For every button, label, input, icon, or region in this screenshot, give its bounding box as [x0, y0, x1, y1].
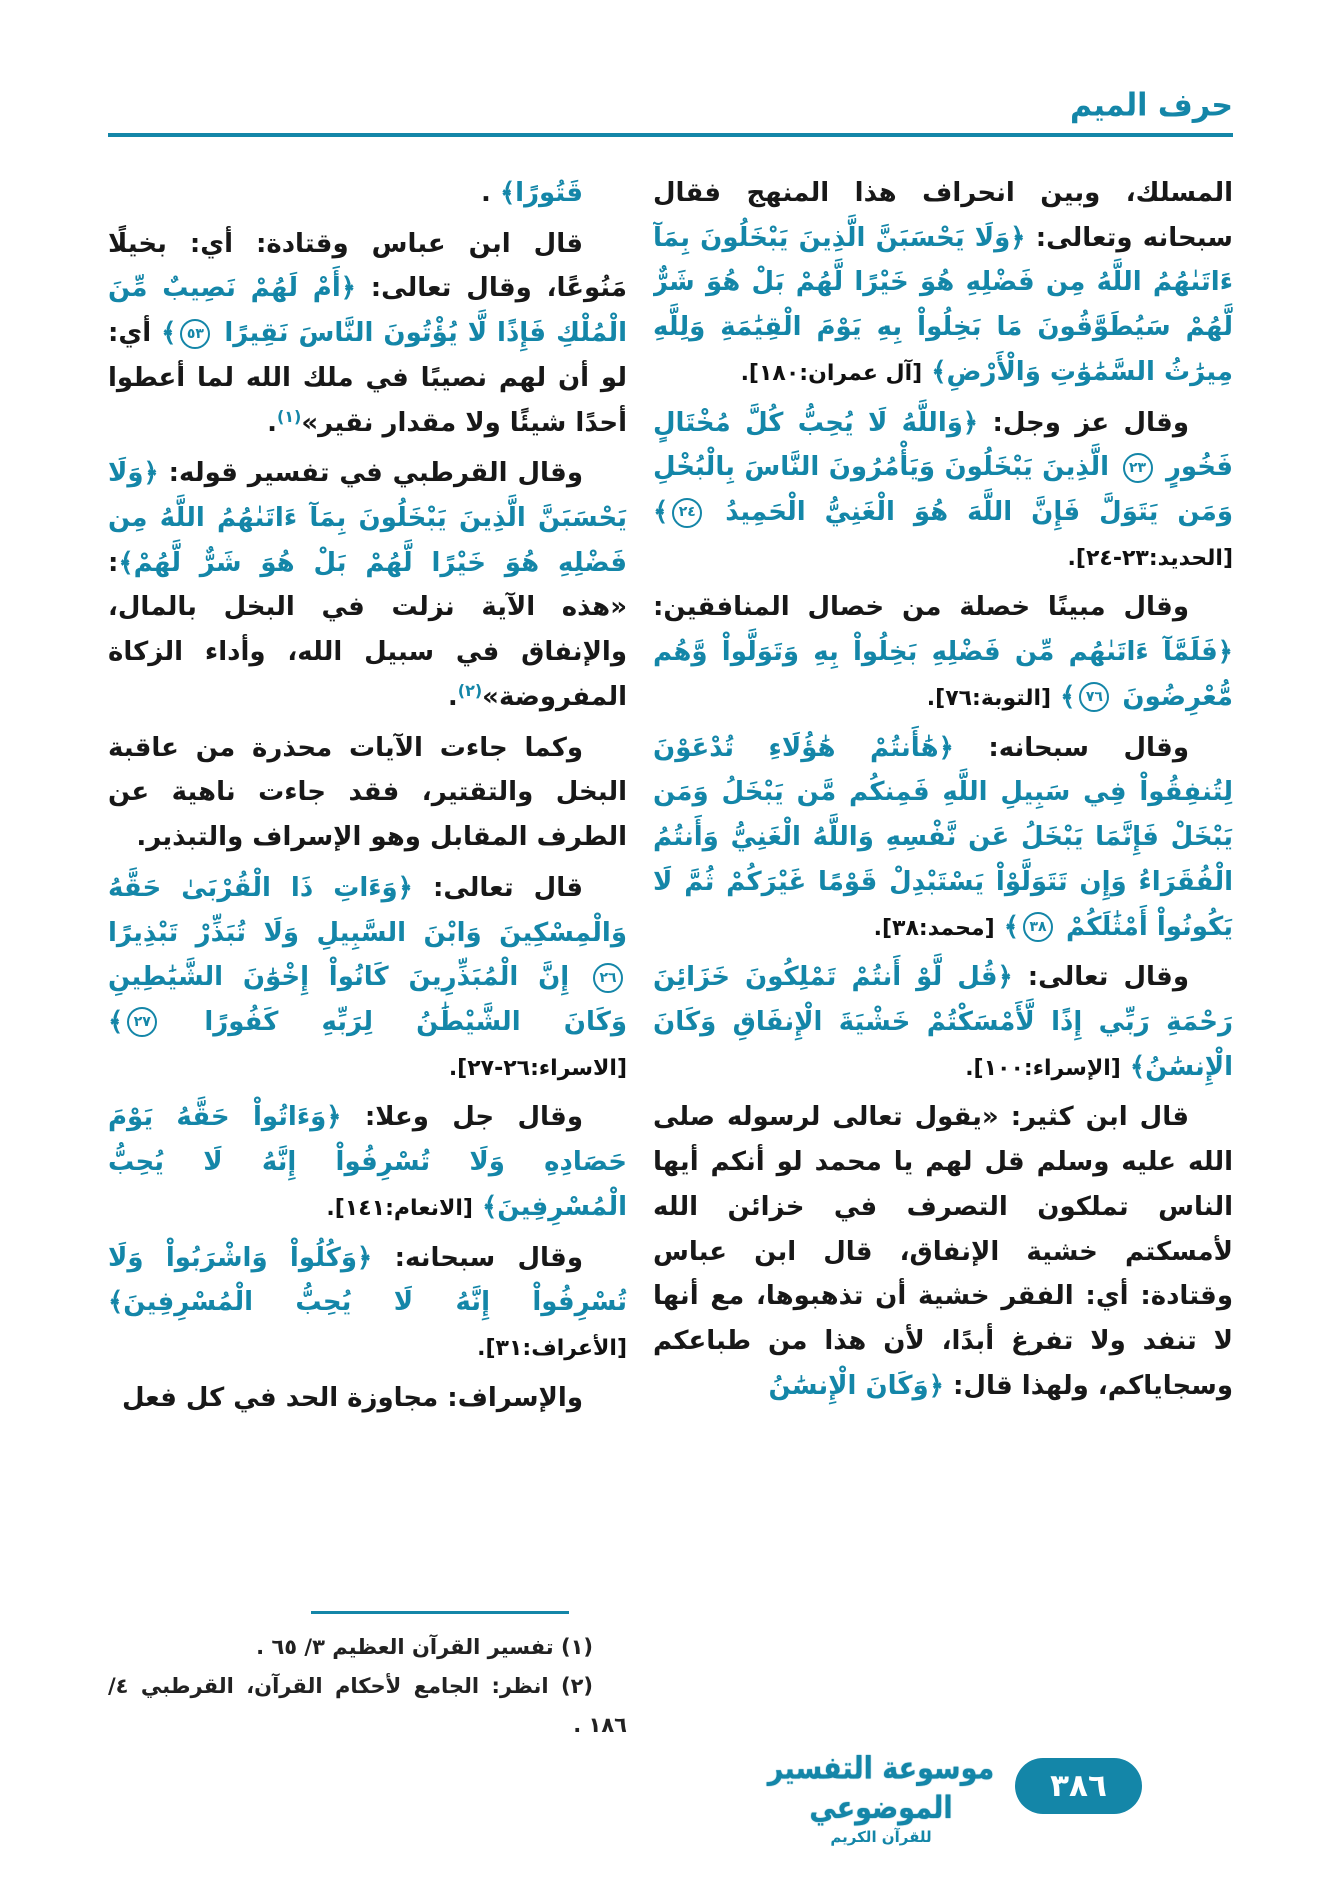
page-number: ٣٨٦: [1050, 1768, 1107, 1804]
body-text: والإسراف: مجاوزة الحد في كل فعل: [121, 1382, 583, 1413]
quran-verse: ﴾: [653, 497, 669, 528]
paragraph: [108, 222, 627, 446]
quran-verse: ﴿أَمْ لَهُمْ نَصِيبٌ مِّنَ الْمُلْكِ فَإِذًا لَّا يُؤْتُونَ النَّاسَ نَقِيرًا: [108, 273, 627, 349]
quran-verse: ﴾: [108, 1006, 124, 1037]
paragraph: [108, 451, 627, 719]
footnote-marker: (١): [276, 406, 302, 426]
footnote-list: [108, 1628, 627, 1745]
footnote-marker: (٢): [457, 680, 483, 700]
quran-verse: ﴿وَاللَّهُ لَا يُحِبُّ كُلَّ مُخْتَالٍ فَخُورٍ: [653, 407, 1233, 483]
quran-verse: إِنَّ الْمُبَذِّرِينَ كَانُواْ إِخْوَٰنَ الشَّيَٰطِينِ وَكَانَ الشَّيْطَٰنُ لِرَبِّهِ كَفُورًا: [108, 962, 627, 1037]
footnote: (٢) انظر: الجامع لأحكام القرآن، القرطبي ٤/ ١٨٦ .: [108, 1674, 627, 1738]
aya-end-marker: ٢٦: [593, 963, 623, 993]
body-text: قال ابن عباس وقتادة: أي: بخيلًا مَنُوعًا، وقال تعالى:: [108, 228, 627, 304]
paragraph: [108, 1095, 627, 1229]
quran-verse: ﴿وَكُلُواْ وَاشْرَبُواْ وَلَا تُسْرِفُواْ إِنَّهُ لَا يُحِبُّ الْمُسْرِفِينَ﴾: [108, 1242, 627, 1318]
header-divider: [108, 133, 1233, 137]
aya-end-marker: ٣٨: [1023, 912, 1053, 942]
body-text: وقال سبحانه:: [953, 732, 1189, 763]
verse-reference: [آل عمران:١٨٠].: [740, 360, 923, 386]
emblem-title: موسوعة التفسير الموضوعي: [767, 1750, 995, 1826]
body-text: وقال عز وجل:: [978, 407, 1189, 438]
verse-reference: [التوبة:٧٦].: [926, 685, 1052, 711]
left-column: [108, 171, 627, 1751]
verse-reference: [الاسراء:٢٦-٢٧].: [448, 1055, 627, 1081]
quran-verse: ﴾: [994, 911, 1019, 942]
paragraph: [653, 585, 1233, 719]
body-text: : «هذه الآية نزلت في البخل بالمال، والإنفاق في سبيل الله، وأداء الزكاة المفروضة»: [108, 547, 627, 712]
body-text: وقال القرطبي في تفسير قوله:: [158, 458, 583, 489]
aya-end-marker: ٢٧: [127, 1007, 157, 1037]
verse-reference: [محمد:٣٨].: [873, 915, 995, 941]
publisher-emblem: [755, 1750, 1007, 1847]
quran-verse: ﴿هَٰأَنتُمْ هَٰؤُلَاءِ تُدْعَوْنَ لِتُنفِقُواْ فِي سَبِيلِ اللَّهِ فَمِنكُم مَّن يَبْخَلُ وَمَن يَبْخَلْ فَإِنَّمَا يَبْخَلُ عَن نَّفْسِهِ وَاللَّهُ الْغَنِيُّ وَأَنتُمُ الْفُقَرَاءُ وَإِن تَتَوَلَّوْاْ يَسْتَبْدِلْ قَوْمًا غَيْرَكُمْ ثُمَّ لَا يَكُونُواْ أَمْثَٰلَكُمْ: [653, 732, 1233, 942]
body-text: وكما جاءت الآيات محذرة من عاقبة البخل والتقتير، فقد جاءت ناهية عن الطرف المقابل وهو الإسراف والتبذير.: [108, 732, 627, 853]
footnotes-section: [108, 1595, 627, 1751]
paragraph: [653, 171, 1233, 395]
page-number-badge: [1015, 1758, 1142, 1814]
body-text: .: [447, 681, 458, 712]
chapter-title: حرف الميم: [1069, 87, 1233, 124]
body-text: وقال تعالى:: [1012, 962, 1189, 993]
body-text: وقال جل وعلا:: [341, 1102, 583, 1133]
quran-verse: ﴿وَلَا يَحْسَبَنَّ الَّذِينَ يَبْخَلُونَ بِمَآ ءَاتَىٰهُمُ اللَّهُ مِن فَضْلِهِ هُوَ خَيْرًا لَّهُمْ بَلْ هُوَ شَرٌّ لَّهُمْ﴾: [108, 458, 627, 578]
paragraph: [653, 726, 1233, 950]
footnote: (١) تفسير القرآن العظيم ٣/ ٦٥ .: [256, 1635, 593, 1660]
page-header: [108, 88, 1233, 137]
aya-end-marker: ٥٣: [180, 319, 210, 349]
verse-reference: [الحديد:٢٣-٢٤].: [1067, 545, 1233, 571]
left-column-text: [108, 171, 627, 1426]
body-text: قال ابن كثير: «يقول تعالى لرسوله صلى الله عليه وسلم قل لهم يا محمد لو أنكم أيها الناس تملكون التصرف في خزائن الله لأمسكتم خشية الإنفاق، قال ابن عباس وقتادة: أي: الفقر خشية أن تذهبوها، مع أنها لا تنفد ولا تفرغ أبدًا، لأن هذا من طباعكم وسجاياكم، ولهذا قال:: [653, 1102, 1233, 1401]
quran-verse: ﴿وَءَاتُواْ حَقَّهُ يَوْمَ حَصَادِهِ وَلَا تُسْرِفُواْ إِنَّهُ لَا يُحِبُّ الْمُسْرِفِينَ﴾: [108, 1102, 627, 1222]
aya-end-marker: ٧٦: [1079, 682, 1109, 712]
aya-end-marker: ٢٣: [1123, 453, 1153, 483]
quran-verse: ﴿وَلَا يَحْسَبَنَّ الَّذِينَ يَبْخَلُونَ بِمَآ ءَاتَىٰهُمُ اللَّهُ مِن فَضْلِهِ هُوَ خَيْرًا لَّهُمْ بَلْ هُوَ شَرٌّ لَّهُمْ سَيُطَوَّقُونَ مَا بَخِلُواْ بِهِ يَوْمَ الْقِيَٰمَةِ وَلِلَّهِ مِيرَٰثُ السَّمَٰوَٰتِ وَالْأَرْضِ﴾: [653, 222, 1233, 387]
verse-reference: [الأعراف:٣١].: [477, 1335, 627, 1361]
paragraph: [108, 726, 627, 860]
page-footer: [0, 1730, 1339, 1890]
body-text: وقال سبحانه:: [372, 1242, 583, 1273]
verse-reference: [الإسراء:١٠٠].: [965, 1055, 1121, 1081]
paragraph: [108, 1376, 627, 1421]
paragraph: [653, 401, 1233, 580]
quran-verse: ﴿قُل لَّوْ أَنتُمْ تَمْلِكُونَ خَزَائِنَ رَحْمَةِ رَبِّي إِذًا لَّأَمْسَكْتُمْ خَشْيَةَ الْإِنفَاقِ وَكَانَ الْإِنسَٰنُ﴾: [653, 962, 1233, 1082]
body-text: وقال مبينًا خصلة من خصال المنافقين:: [653, 592, 1189, 623]
quran-verse: ﴾: [1051, 681, 1076, 712]
body-text: .: [267, 407, 277, 438]
aya-end-marker: ٢٤: [672, 498, 702, 528]
paragraph: [108, 866, 627, 1090]
body-text: أي: لو أن لهم نصيبًا في ملك الله لما أعطوا أحدًا شيئًا ولا مقدار نقير»: [108, 318, 627, 438]
body-text: المسلك، وبين انحراف هذا المنهج فقال سبحانه وتعالى:: [653, 178, 1233, 253]
paragraph: [653, 1095, 1233, 1408]
paragraph: [108, 1236, 627, 1370]
body-text: قال تعالى:: [412, 872, 583, 903]
text-columns: [108, 171, 1233, 1751]
footnote-divider: [311, 1611, 569, 1614]
body-text: .: [481, 178, 500, 208]
quran-verse: قَتُورًا﴾: [499, 178, 583, 208]
quran-verse: الَّذِينَ يَبْخَلُونَ وَيَأْمُرُونَ النَّاسَ بِالْبُخْلِ وَمَن يَتَوَلَّ فَإِنَّ اللَّهَ هُوَ الْغَنِيُّ الْحَمِيدُ: [653, 452, 1233, 528]
paragraph: [108, 171, 627, 216]
quran-verse: ﴿وَءَاتِ ذَا الْقُرْبَىٰ حَقَّهُ وَالْمِسْكِينَ وَابْنَ السَّبِيلِ وَلَا تُبَذِّرْ تَبْذِيرًا: [108, 872, 627, 948]
quran-verse: ﴿فَلَمَّآ ءَاتَىٰهُم مِّن فَضْلِهِ بَخِلُواْ بِهِ وَتَوَلَّواْ وَّهُم مُّعْرِضُونَ: [653, 637, 1233, 712]
emblem-subtitle: للقرآن الكريم: [830, 1828, 932, 1846]
quran-verse: ﴿وَكَانَ الْإِنسَٰنُ: [768, 1370, 944, 1401]
right-column: [653, 171, 1233, 1751]
quran-verse: ﴾: [151, 318, 177, 349]
paragraph: [653, 955, 1233, 1089]
verse-reference: [الانعام:١٤١].: [326, 1195, 473, 1221]
